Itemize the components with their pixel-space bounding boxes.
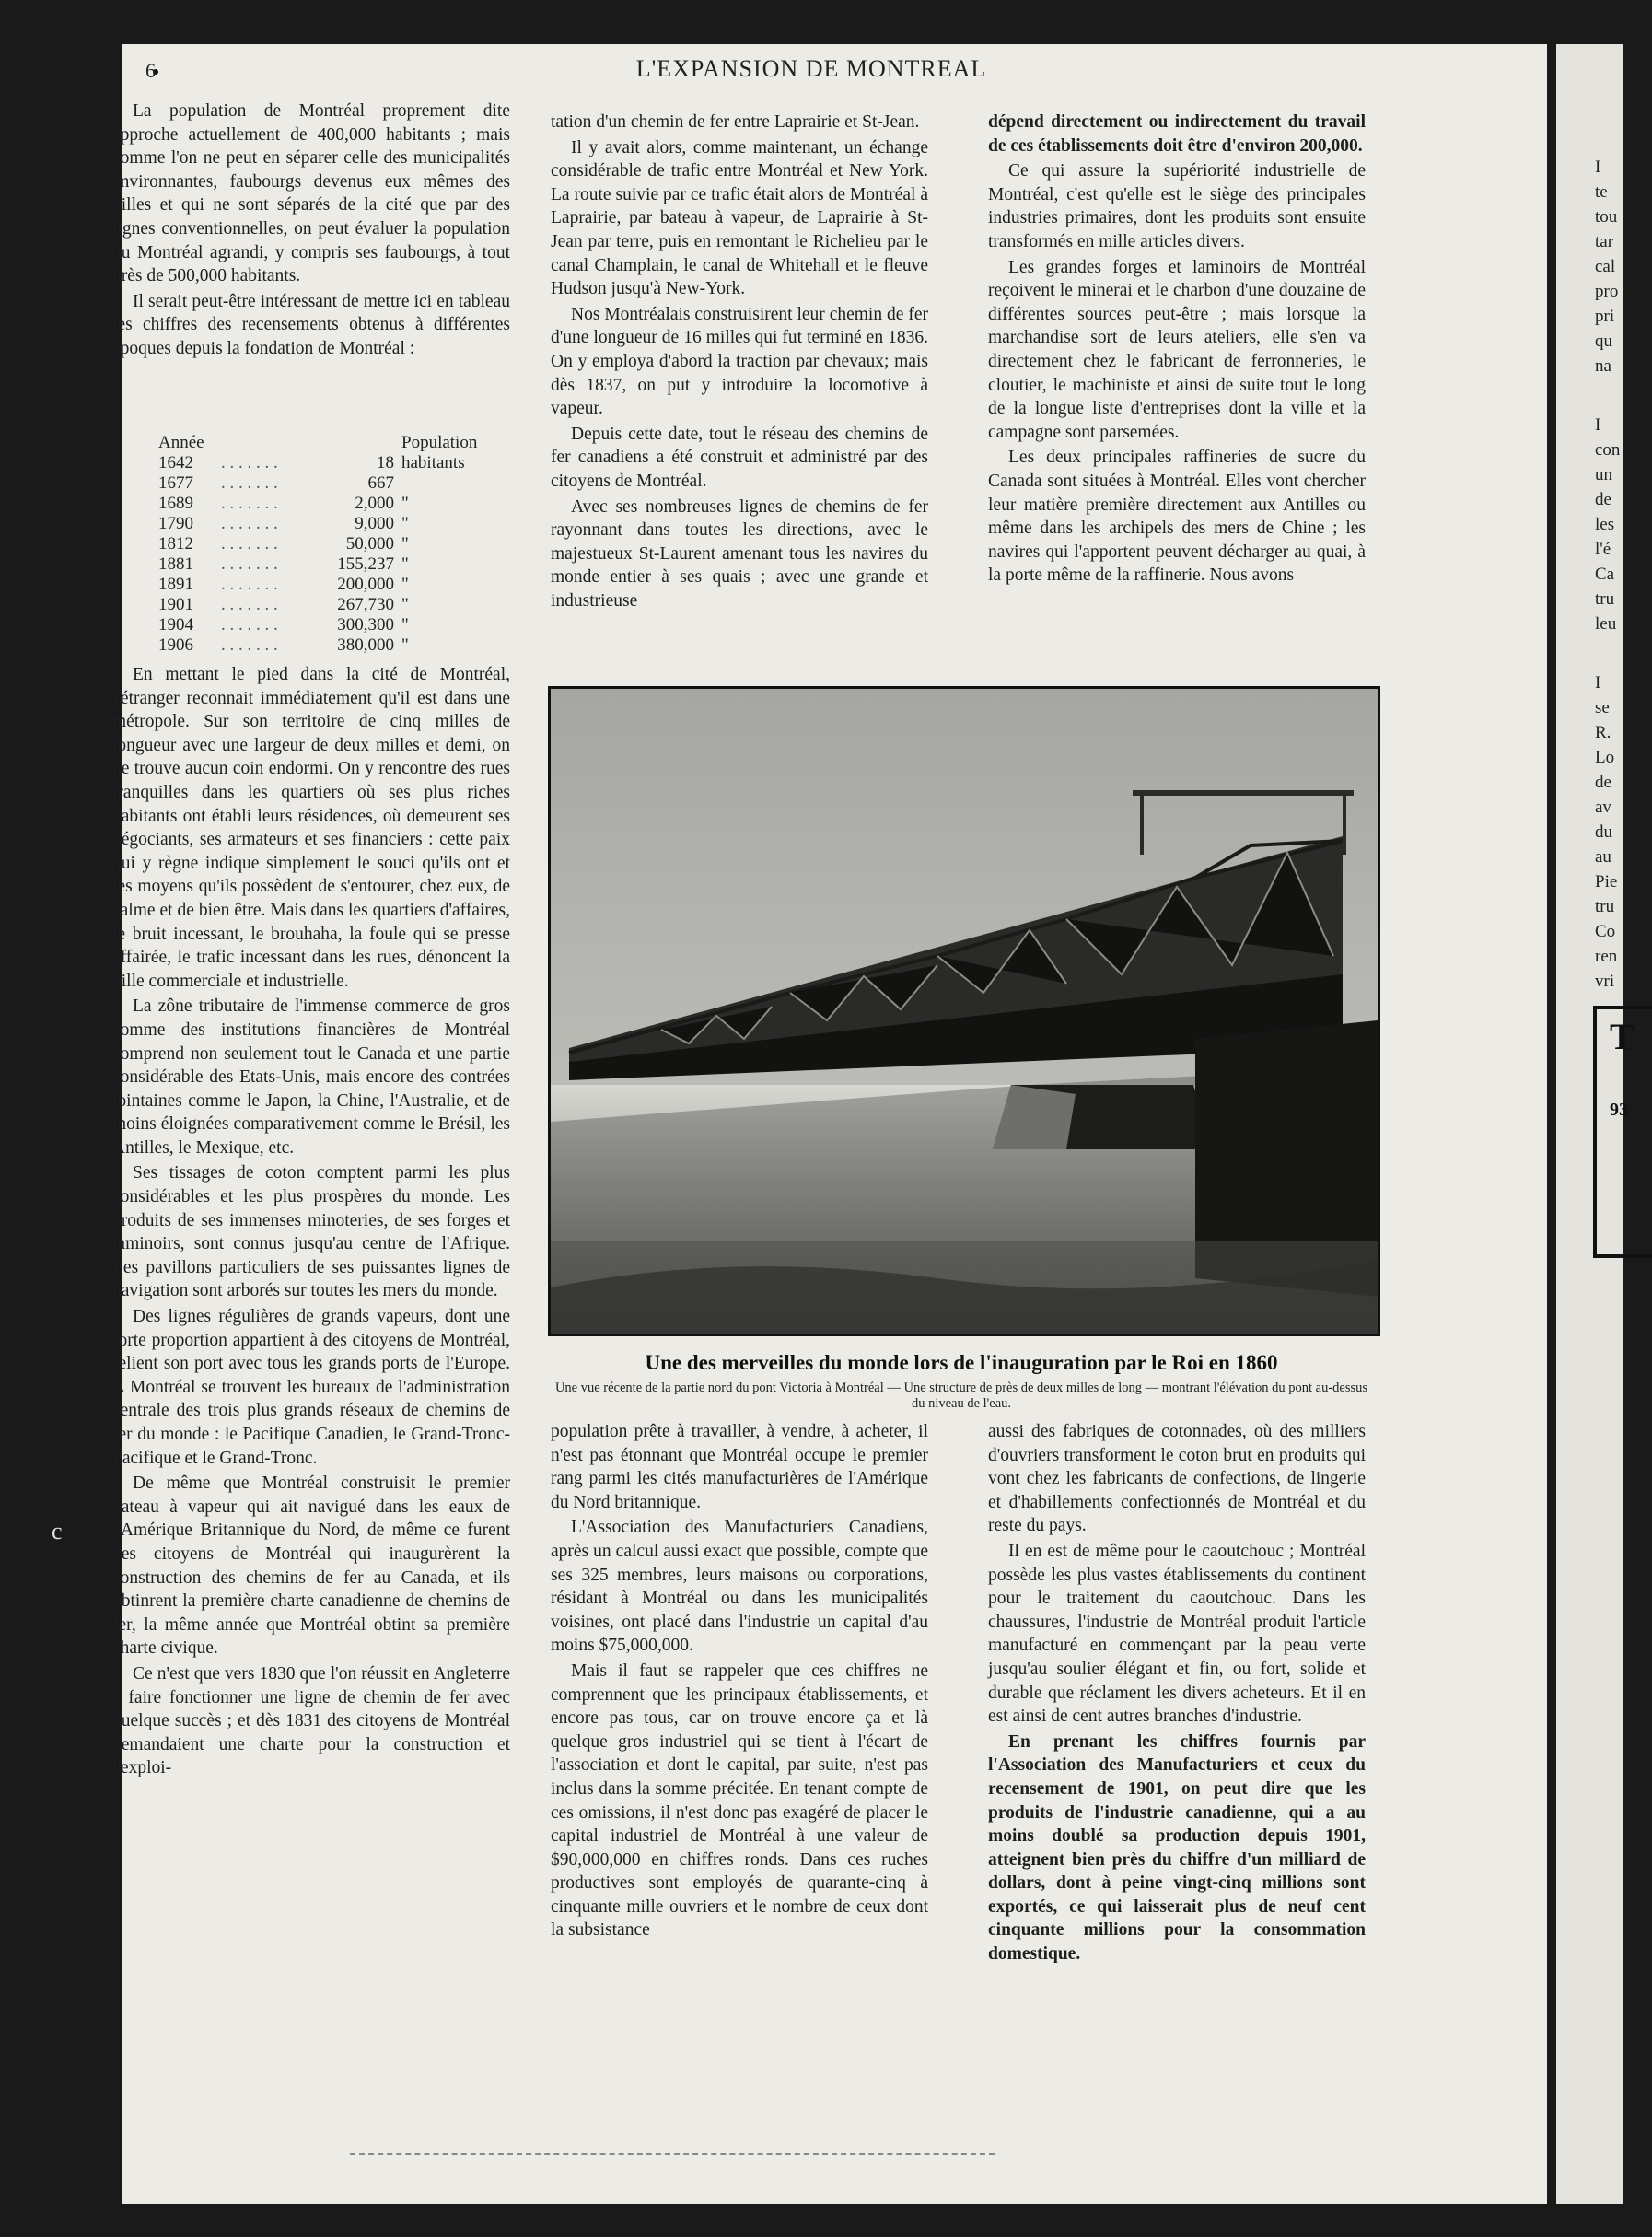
margin-mark: c <box>52 1518 63 1544</box>
leader-dots: . . . . . . . <box>221 575 278 594</box>
unit-cell: " <box>401 494 409 513</box>
population-cell: 380,000 <box>337 635 394 655</box>
unit-cell: " <box>401 514 409 533</box>
paragraph: Ce qui assure la supériorité industrielle de Montréal, c'est qu'elle est le siège des principales industries primaires, dont les produits sont ensuite transformés en mille articles divers. <box>988 161 1366 251</box>
victoria-bridge-illustration <box>551 689 1378 1334</box>
year-cell: 1790 <box>158 514 193 533</box>
table-row <box>155 534 516 554</box>
adjacent-text-fragment: R. <box>1595 723 1611 742</box>
year-header: Année <box>158 433 204 452</box>
year-cell: 1904 <box>158 615 193 635</box>
adjacent-text-fragment: pri <box>1595 307 1615 326</box>
adjacent-box-number: 93 <box>1610 1100 1628 1120</box>
paragraph: La population de Montréal proprement dite approche actuellement de 400,000 habitants ; mais comme l'on ne peut en séparer celle des municipalités environnantes, faubourgs devenus eux mêmes des villes et qui ne sont séparés de la cité que par des lignes conventionnelles, on peut évaluer la population du Montréal agrandi, y compris ses faubourgs, à tout près de 500,000 habitants. <box>112 101 510 286</box>
table-row <box>155 554 516 575</box>
paragraph: aussi des fabriques de cotonnades, où des milliers d'ouvriers transforment le coton brut en produits qui vont chez les fabricants de confections, de lingerie et d'habillements confectionnés de Montréal et du reste du pays. <box>988 1422 1366 1536</box>
year-cell: 1906 <box>158 635 193 655</box>
adjacent-text-fragment: tou <box>1595 207 1618 227</box>
bridge-photo <box>548 686 1380 1336</box>
adjacent-text-fragment: av <box>1595 798 1611 817</box>
adjacent-text-fragment: vri <box>1595 972 1615 991</box>
table-row <box>155 514 516 534</box>
adjacent-text-fragment: qu <box>1595 332 1612 351</box>
population-cell: 667 <box>367 473 394 493</box>
leader-dots: . . . . . . . <box>221 534 278 553</box>
photo-caption-title: Une des merveilles du monde lors de l'inauguration par le Roi en 1860 <box>645 1351 1278 1374</box>
leader-dots: . . . . . . . <box>221 635 278 655</box>
column-2-top <box>551 111 928 614</box>
paragraph: L'Association des Manufacturiers Canadiens, après un calcul aussi exact que possible, compte que ses 325 membres, leurs maisons ou corporations, résidant à Montréal ou dans les municipalités voisines, ont placé dans l'industrie un capital d'au moins $75,000,000. <box>551 1518 928 1656</box>
table-row <box>155 575 516 595</box>
leader-dots: . . . . . . . <box>221 473 278 493</box>
population-cell: 267,730 <box>337 595 394 614</box>
adjacent-text-fragment: tru <box>1595 589 1615 609</box>
population-cell: 9,000 <box>355 514 394 533</box>
leader-dots: . . . . . . . <box>221 554 278 574</box>
adjacent-text-fragment: tar <box>1595 232 1614 251</box>
leader-dots: . . . . . . . <box>221 615 278 635</box>
population-cell: 155,237 <box>337 554 394 574</box>
year-cell: 1891 <box>158 575 193 594</box>
leader-dots: . . . . . . . <box>221 514 278 533</box>
adjacent-text-fragment: les <box>1595 515 1615 534</box>
leader-dots: . . . . . . . <box>221 595 278 614</box>
leader-dots: . . . . . . . <box>221 453 278 472</box>
unit-cell: " <box>401 595 409 614</box>
population-table <box>155 433 516 656</box>
adjacent-text-fragment: l'é <box>1595 540 1611 559</box>
paragraph: population prête à travailler, à vendre, à acheter, il n'est pas étonnant que Montréal occupe le premier rang parmi les cités manufacturières de l'Amérique du Nord britannique. <box>551 1422 928 1512</box>
paragraph: Ses tissages de coton comptent parmi les plus considérables et les plus prospères du monde. Les produits de ses immenses minoteries, de ses forges et laminoirs, sont connus jusqu'au centre de l'Afrique. Les pavillons particuliers de ses puissantes lignes de navigation sont arborés sur toutes les mers du monde. <box>112 1163 510 1301</box>
table-header-row <box>155 433 516 453</box>
adjacent-text-fragment: tru <box>1595 897 1615 916</box>
paragraph: Les grandes forges et laminoirs de Montréal reçoivent le minerai et le charbon d'une douzaine de différentes sources peut-être ; mais lorsque la marchandise sort de leurs ateliers, elle s'en va directement chez le fabricant de ferronneries, le cloutier, le machiniste et ainsi de suite tout le long de la longue liste d'entreprises dont la ville et la campagne sont parsemées. <box>988 257 1366 442</box>
photo-caption-subtitle: Une vue récente de la partie nord du pont Victoria à Montréal — Une structure de près de deux milles de long — montrant l'élévation du pont au-dessus du niveau de l'eau. <box>554 1381 1368 1411</box>
paragraph: Depuis cette date, tout le réseau des chemins de fer canadiens a été construit et administré par des citoyens de Montréal. <box>551 424 928 491</box>
page-number: 6 <box>145 59 156 82</box>
adjacent-text-fragment: un <box>1595 465 1612 484</box>
adjacent-text-fragment: de <box>1595 490 1611 509</box>
adjacent-page-strip <box>1556 44 1635 2204</box>
population-cell: 50,000 <box>345 534 394 553</box>
year-cell: 1881 <box>158 554 193 574</box>
population-header: Population <box>401 433 478 452</box>
table-row <box>155 453 516 473</box>
year-cell: 1689 <box>158 494 193 513</box>
paragraph: Il en est de même pour le caoutchouc ; Montréal possède les plus vastes établissements du continent pour le traitement du caoutchouc. Dans les chaussures, l'industrie de Montréal produit l'article manufacturé en commençant par la peau verte jusqu'au soulier élégant et fin, ou fort, solide et durable que réclament les divers acheteurs. Et il en est ainsi de cent autres branches d'industrie. <box>988 1541 1366 1727</box>
adjacent-text-fragment: du <box>1595 822 1612 842</box>
paragraph: Nos Montréalais construisirent leur chemin de fer d'une longueur de 16 milles qui fut terminé en 1836. On y employa d'abord la traction par chevaux; mais dès 1837, on put y introduire la locomotive à vapeur. <box>551 304 928 419</box>
paragraph: dépend directement ou indirectement du travail de ces établissements doit être d'environ 200,000. <box>988 112 1366 156</box>
population-cell: 18 <box>377 453 394 472</box>
paragraph: En mettant le pied dans la cité de Montréal, l'étranger reconnait immédiatement qu'il est dans une métropole. Sur son territoire de cinq milles de longueur avec une largeur de deux milles et demi, on ne trouve aucun coin endormi. On y rencontre des rues tranquilles dans les quartiers où ses plus riches habitants ont établi leurs résidences, où demeurent ses négociants, ses armateurs et ses financiers : cette paix qui y règne indique simplement le souci qu'ils ont et les moyens qu'ils possèdent de s'entourer, chez eux, de calme et de bien être. Mais dans les quartiers d'affaires, le bruit incessant, le brouhaha, la foule qui se presse affairée, le trafic incessant dans les rues, dénoncent la ville commerciale et industrielle. <box>112 665 510 991</box>
year-cell: 1812 <box>158 534 193 553</box>
paragraph: En prenant les chiffres fournis par l'Association des Manufacturiers et ceux du recensement de 1901, on peut dire que les produits de l'industrie canadienne, qui a au moins doublé sa production depuis 1901, atteignent bien près du chiffre d'un milliard de dollars, dont à peine vingt-cinq millions sont exportés, ce qui laisserait plus de neuf cent cinquante millions pour la consommation domestique. <box>988 1731 1366 1964</box>
column-1-bottom <box>112 663 510 1782</box>
paragraph: Avec ses nombreuses lignes de chemins de fer rayonnant dans toutes les directions, avec le majestueux St-Laurent amenant tous les navires du monde entier à ses quais ; avec une grande et industrieuse <box>551 496 928 611</box>
bottom-print-marks <box>350 2153 995 2161</box>
unit-cell: " <box>401 534 409 553</box>
table-row <box>155 615 516 635</box>
adjacent-text-fragment: te <box>1595 182 1608 202</box>
paragraph: Il serait peut-être intéressant de mettre ici en tableau les chiffres des recensements obtenus à différentes époques depuis la fondation de Montréal : <box>112 291 510 358</box>
paragraph: De même que Montréal construisit le premier bateau à vapeur qui ait navigué dans les eaux de l'Amérique Britannique du Nord, de même ce furent des citoyens de Montréal qui inaugurèrent la construction des chemins de fer au Canada, et ils obtinrent la première charte canadienne de chemins de fer, la même année que Montréal obtint sa première charte civique. <box>112 1474 510 1659</box>
paragraph: Des lignes régulières de grands vapeurs, dont une forte proportion appartient à des citoyens de Montréal, relient son port avec tous les grands ports de l'Europe. A Montréal se trouvent les bureaux de l'administration centrale des trois plus grands réseaux de chemins de fer du monde : le Pacifique Canadien, le Grand-Tronc-Pacifique et le Grand-Tronc. <box>112 1307 510 1468</box>
adjacent-text-fragment: de <box>1595 773 1611 792</box>
paragraph: Il y avait alors, comme maintenant, un échange considérable de trafic entre Montréal et New York. La route suivie par ce trafic était alors de Montréal à Laprairie, par bateau à vapeur, de Laprairie à St-Jean par terre, puis en remontant le Richelieu par le canal Champlain, le canal de Whitehall et le fleuve Hudson jusqu'à New-York. <box>551 137 928 299</box>
population-cell: 2,000 <box>355 494 394 513</box>
table-row <box>155 595 516 615</box>
adjacent-text-fragment: pro <box>1595 282 1619 301</box>
adjacent-text-fragment: cal <box>1595 257 1616 276</box>
unit-cell: " <box>401 554 409 574</box>
paragraph: Mais il faut se rappeler que ces chiffres ne comprennent que les principaux établissements, et encore pas tous, car on trouve encore ça et là quelque gros industriel qui se tient à l'écart de l'association et dont le capital, par suite, n'est pas inclus dans la somme précitée. En tenant compte de ces omissions, il n'est donc pas exagéré de placer le capital industriel de Montréal à une valeur de $90,000,000 en chiffres ronds. Dans ces ruches productives sont employés de quarante-cinq à cinquante mille ouvriers et le nombre de ceux dont la subsistance <box>551 1660 928 1940</box>
year-cell: 1677 <box>158 473 193 493</box>
leader-dots: . . . . . . . <box>221 494 278 513</box>
table-row <box>155 494 516 514</box>
unit-cell <box>398 473 516 494</box>
column-1-top <box>112 99 510 363</box>
year-cell: 1642 <box>158 453 193 472</box>
adjacent-text-fragment: Ca <box>1595 565 1615 584</box>
table-row <box>155 473 516 494</box>
column-3-top <box>988 111 1366 589</box>
unit-cell: habitants <box>401 453 465 472</box>
adjacent-text-fragment: leu <box>1595 614 1617 634</box>
column-2-bottom <box>551 1420 928 1944</box>
adjacent-text-fragment: I <box>1595 673 1601 693</box>
adjacent-text-fragment: ren <box>1595 947 1618 966</box>
adjacent-text-fragment: Pie <box>1595 872 1618 891</box>
adjacent-text-fragment: I <box>1595 415 1601 435</box>
paragraph: Ce n'est que vers 1830 que l'on réussit en Angleterre à faire fonctionner une ligne de chemin de fer avec quelque succès ; et dès 1831 des citoyens de Montréal demandaient une charte pour la construction et l'exploi- <box>112 1663 510 1778</box>
year-cell: 1901 <box>158 595 193 614</box>
adjacent-text-fragment: Co <box>1595 922 1616 941</box>
page-title: L'EXPANSION DE MONTREAL <box>635 55 987 82</box>
paragraph: tation d'un chemin de fer entre Laprairie et St-Jean. <box>551 112 920 132</box>
unit-cell: " <box>401 575 409 594</box>
paragraph: La zône tributaire de l'immense commerce de gros comme des institutions financières de Montréal comprend non seulement tout le Canada et une partie considérable des Etats-Unis, mais encore des contrées lointaines comme le Japon, la Chine, l'Australie, et de moins éloignées comparativement comme le Brésil, les Antilles, le Mexique, etc. <box>112 996 510 1158</box>
population-cell: 300,300 <box>337 615 394 635</box>
paragraph: Les deux principales raffineries de sucre du Canada sont situées à Montréal. Elles vont chercher leur matière première directement aux Antilles ou même dans les archipels des mers de Chine ; les navires qui l'apportent peuvent décharger au quai, à la porte même de la raffinerie. Nous avons <box>988 448 1366 586</box>
adjacent-text-fragment: au <box>1595 847 1611 867</box>
adjacent-text-fragment: con <box>1595 440 1621 460</box>
table-row <box>155 635 516 656</box>
adjacent-box-letter: T <box>1610 1016 1635 1057</box>
adjacent-text-fragment: na <box>1595 356 1611 376</box>
unit-cell: " <box>401 635 409 655</box>
adjacent-text-fragment: se <box>1595 698 1610 717</box>
adjacent-text-fragment: I <box>1595 157 1601 177</box>
population-cell: 200,000 <box>337 575 394 594</box>
column-3-bottom <box>988 1420 1366 1968</box>
unit-cell: " <box>401 615 409 635</box>
adjacent-text-fragment: Lo <box>1595 748 1615 767</box>
adjacent-ad-box <box>1593 1006 1652 1258</box>
